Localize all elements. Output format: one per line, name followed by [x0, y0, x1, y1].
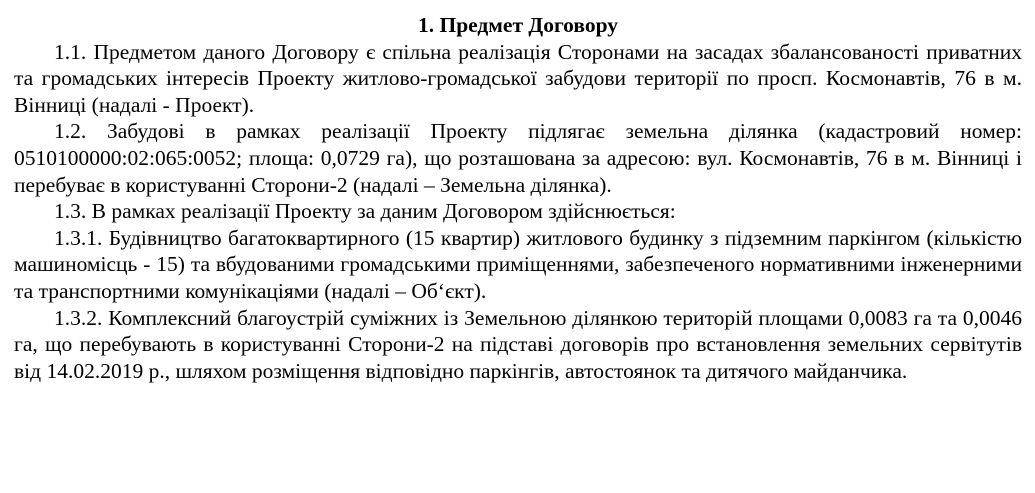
clause-1-3-2: 1.3.2. Комплексний благоустрій суміжних із Земельною ділянкою територій площами 0,0083 га та 0,0046 га, що перебувають в користуванні Сторони-2 на підставі договорів про встановлення земельних сервітутів від 14.02.2019 р., шляхом розміщення відповідно паркінгів, автостоянок та дитячого майданчика.	[14, 305, 1022, 383]
clause-1-1: 1.1. Предметом даного Договору є спільна реалізація Сторонами на засадах збалансованості приватних та громадських інтересів Проекту житлово-громадської забудови території по просп. Космонавтів, 76 в м. Вінниці (надалі - Проект).	[14, 39, 1022, 117]
clause-1-3: 1.3. В рамках реалізації Проекту за даним Договором здійснюється:	[54, 199, 676, 224]
section-title: 1. Предмет Договору	[417, 13, 619, 37]
clause-1-2: 1.2. Забудові в рамках реалізації Проекту підлягає земельна ділянка (кадастровий номер: 0510100000:02:065:0052; площа: 0,0729 га), що розташована за адресою: вул. Космонавтів, 76 в м. Вінниці і перебуває в користуванні Сторони-2 (надалі – Земельна ділянка).	[14, 119, 1022, 197]
clause-1-3-1: 1.3.1. Будівництво багатоквартирного (15 квартир) житлового будинку з підземним паркінгом (кількістю машиномісць - 15) та вбудованими громадськими приміщеннями, забезпеченого нормативними інженерними та транспортними комунікаціями (надалі – Об‘єкт).	[14, 225, 1022, 303]
